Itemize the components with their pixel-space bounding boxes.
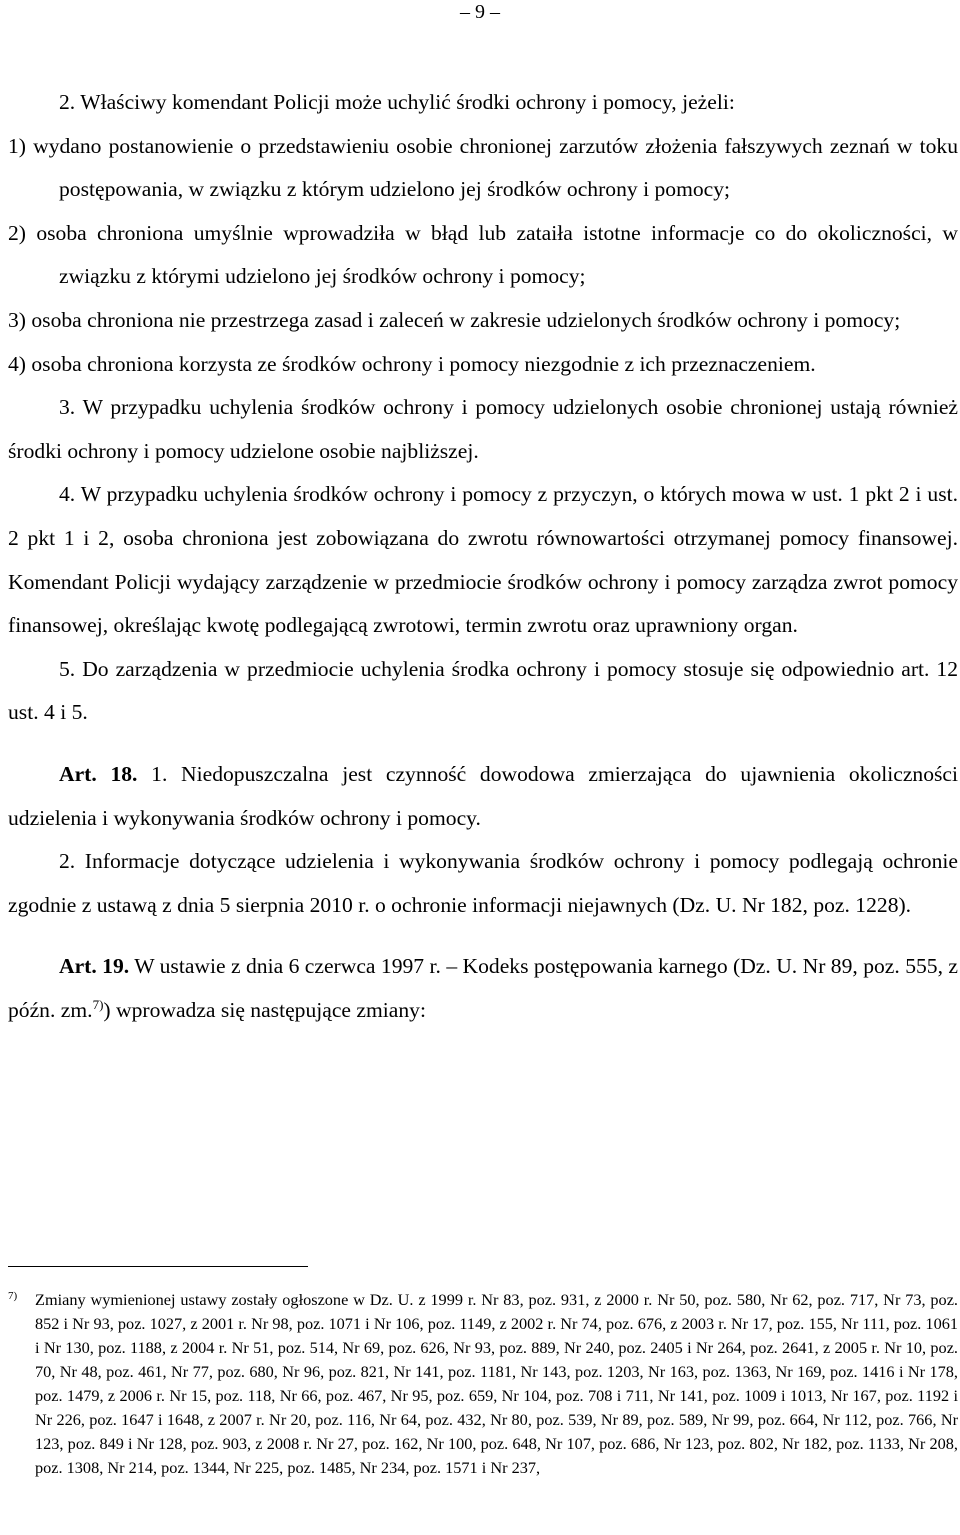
list-item-1: 1) wydano postanowienie o przedstawieniu osobie chronionej zarzutów złożenia fałszywych zeznań w toku postępowania, w związku z którym udzielono jej środków ochrony i pomocy; [8,133,958,202]
footnote-separator [8,1266,308,1267]
article-19-label: Art. 19. [59,954,130,979]
list-item-2: 2) osoba chroniona umyślnie wprowadziła w błąd lub zataiła istotne informacje co do okoliczności, w związku z którymi udzielono jej środków ochrony i pomocy; [8,220,958,289]
article-19 [8,945,958,1032]
article-18-paragraph-2: 2. Informacje dotyczące udzielenia i wykonywania środków ochrony i pomocy podlegają ochronie zgodnie z ustawą z dnia 5 sierpnia 2010 r. o ochronie informacji niejawnych (Dz. U. Nr 182, poz. 1228). [8,849,958,917]
list-item-4: 4) osoba chroniona korzysta ze środków ochrony i pomocy niezgodnie z ich przeznaczeniem. [8,351,816,376]
footnote [8,1288,958,1480]
paragraph-4: 4. W przypadku uchylenia środków ochrony i pomocy z przyczyn, o których mowa w ust. 1 pkt 2 i ust. 2 pkt 1 i 2, osoba chroniona jest zobowiązana do zwrotu równowartości otrzymanej pomocy finansowej. Komendant Policji wydający zarządzenie w przedmiocie środków ochrony i pomocy zarządza zwrot pomocy finansowej, określając kwotę podlegającą zwrotowi, termin zwrotu oraz uprawniony organ. [8,482,958,638]
page-number: – 9 – [460,1,500,23]
article-19-text-a: W ustawie z dnia 6 czerwca 1997 r. – Kodeks postępowania karnego (Dz. U. Nr 89, poz. 555, z późn. zm. [8,954,958,1022]
article-18-paragraph-1 [8,753,958,840]
paragraph-3: 3. W przypadku uchylenia środków ochrony i pomocy udzielonych osobie chronionej ustają również środki ochrony i pomocy udzielone osobie najbliższej. [8,395,958,463]
article-18-paragraph-1-text: 1. Niedopuszczalna jest czynność dowodowa zmierzająca do ujawnienia okoliczności udzielenia i wykonywania środków ochrony i pomocy. [8,761,958,830]
footnote-text: Zmiany wymienionej ustawy zostały ogłoszone w Dz. U. z 1999 r. Nr 83, poz. 931, z 2000 r. Nr 50, poz. 580, Nr 62, poz. 717, Nr 73, poz. 852 i Nr 93, poz. 1027, z 2001 r. Nr 98, poz. 1071 i Nr 106, poz. 1149, z 2002 r. Nr 74, poz. 676, z 2003 r. Nr 17, poz. 155, Nr 111, poz. 1061 i Nr 130, poz. 1188, z 2004 r. Nr 51, poz. 514, Nr 69, poz. 626, Nr 93, poz. 889, Nr 240, poz. 2405 i Nr 264, poz. 2641, z 2005 r. Nr 10, poz. 70, Nr 48, poz. 461, Nr 77, poz. 680, Nr 96, poz. 821, Nr 141, poz. 1181, Nr 143, poz. 1203, Nr 163, poz. 1363, Nr 169, poz. 1416 i Nr 178, poz. 1479, z 2006 r. Nr 15, poz. 118, Nr 66, poz. 467, Nr 95, poz. 659, Nr 104, poz. 708 i 711, Nr 141, poz. 1009 i 1013, Nr 167, poz. 1192 i Nr 226, poz. 1647 i 1648, z 2007 r. Nr 20, poz. 116, Nr 64, poz. 432, Nr 80, poz. 539, Nr 89, poz. 589, Nr 99, poz. 664, Nr 112, poz. 766, Nr 123, poz. 849 i Nr 128, poz. 903, z 2008 r. Nr 27, poz. 162, Nr 100, poz. 648, Nr 107, poz. 686, Nr 123, poz. 802, Nr 182, poz. 1133, Nr 208, poz. 1308, Nr 214, poz. 1344, Nr 225, poz. 1485, Nr 234, poz. 1571 i Nr 237, [35,1290,958,1477]
article-19-text-b: ) wprowadza się następujące zmiany: [103,997,426,1022]
article-18-label: Art. 18. [59,761,138,786]
footnote-mark: 7) [8,1290,18,1302]
document-body [8,81,958,1032]
list-item-3: 3) osoba chroniona nie przestrzega zasad i zaleceń w zakresie udzielonych środków ochrony i pomocy; [8,307,901,332]
footnote-reference: 7) [92,996,104,1012]
paragraph-2-intro: 2. Właściwy komendant Policji może uchylić środki ochrony i pomocy, jeżeli: [59,90,735,114]
paragraph-5: 5. Do zarządzenia w przedmiocie uchylenia środka ochrony i pomocy stosuje się odpowiednio art. 12 ust. 4 i 5. [8,656,958,725]
